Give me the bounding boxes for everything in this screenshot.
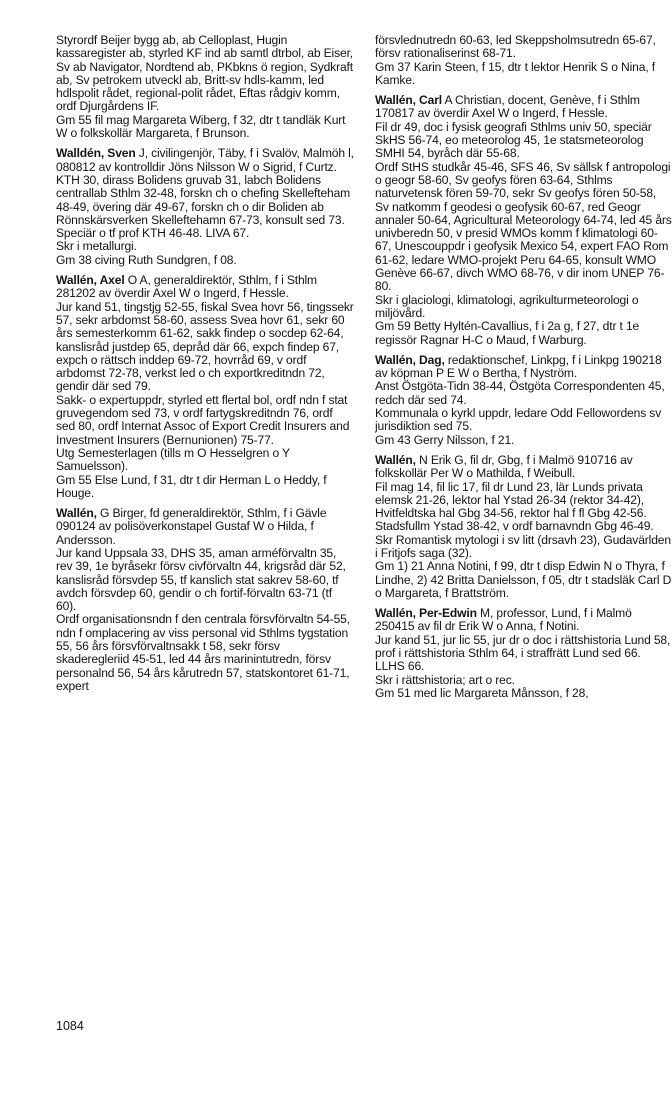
entry-line: Styrordf Beijer bygg ab, ab Celloplast, Hugin kassaregister ab, styrled KF ind ab samtl dtrbol, ab Eiser, Sv ab Navigator, Nordtend ab, PKbkns ö region, Sydkraft ab, Sv petrokem utveckl ab, Britt-sv hdls-kamm, led hdlspolit rådet, regional-polit rådet, Eftas rådgiv komm, ordf Djurgårdens IF. <box>56 33 353 114</box>
entry-header-text: redaktionschef, Linkpg, f i Linkpg 190218 av köpman P E W o Bertha, f Nyström. <box>375 352 662 381</box>
entry-line: Sakk- o expertuppdr, styrled ett flertal bol, ordf ndn f stat gruvegendom sed 73, v ordf fartygskreditndn 76, ordf sed 80, ordf Internat Assoc of Export Credit Insurers and Investment Insurers (Bernunionen) 75-77. <box>56 392 350 447</box>
entry-header <box>375 94 672 121</box>
entry-line: Gm 55 fil mag Margareta Wiberg, f 32, dtr t tandläk Kurt W o folkskollär Margareta, f Brunson. <box>56 112 346 141</box>
entry-line: Fil mag 14, fil lic 17, fil dr Lund 23, lär Lunds privata elemsk 21-26, lektor hal Ystad 26-34 (rektor 34-42), Hvitfeldtska hal Gbg 34-56, rektor hal f fl Gbg 42-56. <box>375 479 647 521</box>
entry-line: Gm 43 Gerry Nilsson, f 21. <box>375 432 515 447</box>
entry-line: Skr i rättshistoria; art o rec. <box>375 672 515 687</box>
entry-header-text: O A, generaldirektör, Sthlm, f i Sthlm 281202 av överdir Axel W o Ingerd, f Hessle. <box>56 273 317 301</box>
entry-line: Fil dr 49, doc i fysisk geografi Sthlms univ 50, speciär SkHS 56-74, eo meteorolog 45, 1e statsmeteorolog SMHI 54, byråch där 55-68. <box>375 119 652 161</box>
left-column <box>56 34 354 700</box>
entry-axel-wallen <box>56 274 354 500</box>
entry-line: Stadsfullm Ystad 38-42, v ordf barnavndn Gbg 46-49. <box>375 519 654 534</box>
entry-line: LLHS 66. <box>375 659 425 674</box>
entry-header <box>56 274 354 301</box>
entry-sven-wallden <box>56 147 354 267</box>
entry-header <box>375 607 672 634</box>
entry-name: Wallén, <box>375 452 416 467</box>
entry-line: Gm 37 Karin Steen, f 15, dtr t lektor Henrik S o Nina, f Kamke. <box>375 59 655 87</box>
entry-line: Gm 59 Betty Hyltén-Cavallius, f i 2a g, f 27, dtr t 1e regissör Ragnar H-C o Maud, f Warburg. <box>375 319 640 347</box>
entry-line: Ordf organisationsndn f den centrala försvförvaltn 54-55, ndn f omplacering av viss personal vid Sthlms tygstation 55, 56 års försvförvaltnsakk t 58, sekr försv skaderegleriid 45-51, led 44 års marinintutredn, försv personalnd 56, 54 års kårutredn 57, statskontoret 61-71, expert <box>56 612 350 693</box>
entry-line: Skr i glaciologi, klimatologi, agrikulturmeteorologi o miljövård. <box>375 292 639 320</box>
entry-line: KTH 30, dirass Bolidens gruvab 31, labch Bolidens centrallab Sthlm 32-48, forskn ch o chefing Skellefteham 48-49, övering där 49-67, forskn ch o dir Boliden ab Rönnskärsverken Skelleftehamn 67-73, konsult sed 73. <box>56 172 351 227</box>
entry-line: Gm 51 med lic Margareta Månsson, f 28, <box>375 685 589 700</box>
entry-name: Wallén, Carl <box>375 93 442 108</box>
page-number: 1084 <box>56 1019 84 1033</box>
entry-birger-wallen <box>56 507 354 693</box>
entry-line: Jur kand 51, jur lic 55, jur dr o doc i rättshistoria Lund 58, prof i rättshistoria Sthlm 64, i straffrätt Lund sed 66. <box>375 632 671 661</box>
entry-header-text: J, civilingenjör, Täby, f i Svalöv, Malmöh l, 080812 av kontrolldir Jöns Nilsson W o Sigrid, f Curtz. <box>56 146 354 174</box>
entry-line: Gm 55 Else Lund, f 31, dtr t dir Herman L o Heddy, f Houge. <box>56 472 327 500</box>
entry-dag-wallen <box>375 354 672 447</box>
entry-name: Walldén, Sven <box>56 146 136 161</box>
entry-line: Gm 38 civing Ruth Sundgren, f 08. <box>56 252 237 267</box>
entry-header-text: A Christian, docent, Genève, f i Sthlm 170817 av överdir Axel W o Ingerd, f Hessle. <box>375 93 640 121</box>
continued-entry <box>56 34 354 140</box>
entry-line: Skr i metallurgi. <box>56 239 137 254</box>
entry-line: Jur kand Uppsala 33, DHS 35, aman arméförvaltn 35, rev 39, 1e byråsekr försv civförvaltn 44, krigsråd där 52, kanslisråd försvdep 55, tf kanslich stat sakrev 58-60, tf avdch försvdep 60, gendir o ch fortif-förvaltn 63-71 (tf 60). <box>56 545 346 614</box>
entry-header-text: M, professor, Lund, f i Malmö 250415 av fil dr Erik W o Anna, f Notini. <box>375 606 632 634</box>
entry-line: Gm 1) 21 Anna Notini, f 99, dtr t disp Edwin N o Thyra, f Lindhe, 2) 42 Britta Danielsson, f 05, dtr t stadsläk Carl D o Margareta, f Brattström. <box>375 559 672 600</box>
entry-header <box>56 147 354 174</box>
entry-line: Jur kand 51, tingstjg 52-55, fiskal Svea hovr 56, tingssekr 57, sekr arbdomst 58-60, assess Svea hovr 61, sekr 60 års semesterkomm 61-62, sakk findep o socdep 62-64, kanslisråd justdep 65, depråd där 66, expch findep 67, expch o rättsch inddep 69-72, hovrråd 69, v ordf arbdomst 72-78, verkst led o ch exportkreditndn 72, gendir där sed 79. <box>56 299 354 394</box>
entry-header <box>56 507 354 547</box>
entry-header-text: G Birger, fd generaldirektör, Sthlm, f i Gävle 090124 av polisöverkonstapel Gustaf W o Hilda, f Andersson. <box>56 506 327 547</box>
entry-name: Wallén, Per-Edwin <box>375 606 477 621</box>
entry-name: Wallén, <box>56 506 97 521</box>
entry-line: Speciär o tf prof KTH 46-48. LIVA 67. <box>56 226 250 241</box>
entry-carl-wallen <box>375 94 672 347</box>
entry-erik-wallen <box>375 454 672 600</box>
entry-header <box>375 454 672 481</box>
entry-line: Kommunala o kyrkl uppdr, ledare Odd Fellowordens sv jurisdiktion sed 75. <box>375 406 662 434</box>
entry-line: Skr Romantisk mytologi i sv litt (drsavh 23), Gudavärlden i Fritjofs saga (32). <box>375 532 671 560</box>
entry-line: Ordf StHS studkår 45-46, SFS 46, Sv sällsk f antropologi o geogr 58-60, Sv geofys fören 63-64, Sthlms naturvetensk fören 59-70, sekr Sv geofys fören 50-58, Sv natkomm f geodesi o geofysik 60-67, red Geogr annaler 50-64, Agricultural Meteorology 64-74, led 45 års univberedn 50, v presid WMOs komm f klimatologi 60-67, Unescouppdr i geofysik Mexico 54, expert FAO Rom 61-62, ledare WMO-projekt Peru 64-65, konsult WMO Genève 66-67, divch WMO 68-76, v dir inom UNEP 76-80. <box>375 159 672 294</box>
continued-entry <box>375 34 672 87</box>
entry-line: Anst Östgöta-Tidn 38-44, Östgöta Correspondenten 45, redch där sed 74. <box>375 379 665 407</box>
right-column <box>375 34 672 707</box>
entry-header-text: N Erik G, fil dr, Gbg, f i Malmö 910716 av folkskollär Per W o Mathilda, f Weibull. <box>375 452 633 481</box>
entry-line: försvlednutredn 60-63, led Skeppsholmsutredn 65-67, försv rationaliserinst 68-71. <box>375 33 656 61</box>
entry-name: Wallén, Axel <box>56 273 125 288</box>
entry-line: Utg Semesterlagen (tills m O Hesselgren o Y Samuelsson). <box>56 445 290 474</box>
entry-header <box>375 354 672 381</box>
entry-per-edwin-wallen <box>375 607 672 700</box>
entry-name: Wallén, Dag, <box>375 352 445 367</box>
